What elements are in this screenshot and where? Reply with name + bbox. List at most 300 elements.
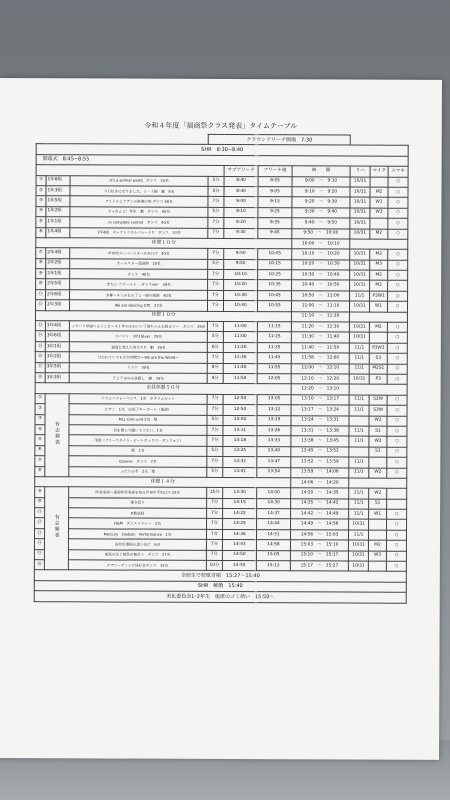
rehearsal-date: 10/31 [348,561,368,571]
mic-info: P3 [369,374,387,384]
rehearsal-date: 10/31 [349,374,369,384]
duration: 7分 [208,301,224,311]
duration: 7分 [207,519,223,529]
event-title: アイドルとラテンの祭典の宴 ダンス 40名 [70,196,208,207]
event-title: ふたりの手 2名 歌 [69,466,207,477]
duration: 7分 [208,290,224,300]
sub-arena-time: 14:29 [223,519,257,530]
header-sub-arena: サブアリーナ [224,166,258,177]
arena-side-time: 11:45 [257,353,291,364]
event-title: 高校生漫画の思い出に 6名 [68,539,206,550]
row-number: ② [36,186,46,196]
duration: 5分 [207,332,223,342]
performance-time: 13:52 ～ 13:59 [291,457,349,468]
sub-arena-time: 13:25 [223,446,257,457]
smartphone-mark: ○ [386,540,406,550]
rehearsal-date: 10/31 [349,322,369,332]
event-title: MLL Girls unit 2名 歌 [69,414,207,425]
arena-side-time: 13:12 [257,405,291,416]
row-number: ⑮ [34,549,44,559]
sub-arena-time: 9:10 [224,207,258,218]
duration: 7分 [208,218,224,228]
mic-info: W2 [369,488,387,498]
event-title: R数語師 [69,508,207,519]
break-time: 10:00 ～ 10:10 [292,239,350,250]
mic-info: M2S1 [369,364,387,374]
smartphone-mark: ○ [387,457,407,467]
smartphone-mark: ○ [388,218,408,228]
mic-info [369,333,387,343]
duration: 15分 [207,488,223,498]
mic-info: M2 [369,322,387,332]
rehearsal-date: 11/1 [349,364,369,374]
duration: 5分 [207,467,223,477]
row-number: ② [35,404,45,414]
arena-side-time: 10:25 [258,270,292,281]
event-title: 全力２-５ワールド -ダンスver- 39名 [70,279,208,290]
smartphone-mark: ○ [387,447,407,457]
arena-side-time: 9:25 [258,207,292,218]
shr-dismiss-row-text: SHR 解散 15:40 [34,580,406,592]
mic-info: M2 [370,249,388,259]
event-title: ドスケ 39名 [69,362,207,373]
group-label [44,487,68,570]
rehearsal-date: 10/31 [350,197,370,207]
performance-time: 10:10 ～ 10:20 [292,249,350,260]
row-number: ⑯ [35,352,45,362]
event-title: 歌 1名 [69,446,207,457]
smartphone-mark: ○ [387,426,407,436]
performance-time: 9:40 ～ 9:50 [292,218,350,229]
performance-time: 14:42 ～ 14:49 [291,509,349,520]
arena-side-time: 13:47 [257,457,291,468]
smartphone-mark: ○ [387,437,407,447]
arena-side-time: 15:05 [256,550,290,561]
duration: 5分 [208,186,224,196]
row-number: ⑩ [35,497,45,507]
smartphone-mark: ○ [387,395,407,405]
performance-time: 10:20 ～ 10:30 [292,259,350,270]
row-number: ⑧ [36,258,46,268]
smartphone-mark: ○ [388,291,408,301]
duration: 7分 [207,436,223,446]
break-time: 14:06 ～ 14:20 [291,478,349,489]
sub-arena-time: 13:11 [223,425,257,436]
duration: 7分 [207,425,223,435]
smartphone-mark: ○ [388,198,408,208]
duration: 7分 [206,540,222,550]
event-title: 分かれていてもわが仲間だ～We are the World～ [69,352,207,363]
arena-side-time: 11:25 [257,332,291,343]
class-name: 3年5組 [45,362,69,372]
smartphone-mark: ○ [387,374,407,384]
class-name: 1年1組 [46,217,70,227]
rehearsal-date: 11/1 [349,499,369,509]
row-number: ⑮ [35,341,45,351]
smartphone-mark: ○ [388,270,408,280]
row-number: ⑰ [35,362,45,372]
duration: 10分 [206,560,222,570]
smartphone-mark: ○ [388,249,408,259]
break-time: 11:10 ～ 11:20 [291,311,349,322]
duration: 7分 [207,498,223,508]
performance-time: 13:45 ～ 13:52 [291,446,349,457]
break-label: 休憩１０分 [35,310,291,322]
sub-arena-time: 10:30 [224,290,258,301]
arena-side-time: 14:44 [257,519,291,530]
rehearsal-date: 11/1 [349,488,369,498]
sub-arena-time: 10:40 [224,301,258,312]
sub-arena-time: 14:22 [223,509,257,520]
performance-time: 14:49 ～ 14:56 [291,519,349,530]
event-title: Mercury Diabolo Performance 1名 [68,529,206,540]
arena-side-time: 15:12 [256,561,290,572]
performance-time: 11:20 ～ 11:30 [291,322,349,333]
rehearsal-date: 11/1 [349,457,369,467]
smartphone-mark: ○ [387,333,407,343]
duration: 7分 [207,529,223,539]
event-title: In complete control ダンス 40名 [70,217,208,228]
rehearsal-date: 11/1 [349,405,369,415]
performance-time: 12:10 ～ 12:20 [291,374,349,385]
mic-info [370,218,388,228]
arena-side-time: 10:55 [258,301,292,312]
performance-time: 14:20 ～ 14:35 [291,488,349,499]
duration: 5分 [207,415,223,425]
row-number: ⑨ [35,487,45,497]
class-name: 3年6組 [45,331,69,341]
performance-time: 15:17 ～ 15:27 [290,561,348,572]
shr-row: SHR 8:30~8:40 [36,144,408,156]
arena-side-time: 14:00 [257,488,291,499]
mic-info [369,457,387,467]
mic-info: S2W [369,395,387,405]
rehearsal-date: 10/31 [350,177,370,187]
mic-info [369,530,387,540]
row-number: ① [35,393,45,403]
arena-side-time: 13:40 [257,446,291,457]
duration: 7分 [207,405,223,415]
smartphone-mark: ○ [388,187,408,197]
rehearsal-date: 11/1 [349,395,369,405]
performance-time: 15:03 ～ 15:10 [290,540,348,551]
smartphone-mark: ○ [387,322,407,332]
row-number: ⑫ [35,518,45,528]
duration: 7分 [206,550,222,560]
sub-arena-time: 14:55 [222,560,256,571]
arena-side-time: 9:35 [258,218,292,229]
duration: 9分 [207,373,223,383]
performance-time: 12:00 ～ 12:10 [291,363,349,374]
performance-time: 9:50 ～ 10:00 [292,228,350,239]
performance-time: 11:40 ～ 11:50 [291,343,349,354]
mic-info: S1 [369,426,387,436]
mic-info: S3W [369,405,387,415]
sub-arena-time: 9:00 [224,197,258,208]
mic-info: W1 [369,509,387,519]
smartphone-mark: ○ [386,551,406,561]
sub-arena-time: 8:40 [224,186,258,197]
arena-side-time: 11:15 [257,322,291,333]
sub-arena-time: 11:00 [223,332,257,343]
smartphone-mark: ○ [387,530,407,540]
closing-song-row-text: 全校生で校歌斉唱 15:27～15:40 [34,570,406,582]
rehearsal-date: 10/31 [350,187,370,197]
duration: 5分 [208,207,224,217]
rehearsal-date: 11/1 [350,291,370,301]
row-number: ⑱ [35,373,45,383]
row-number: ⑦ [35,456,45,466]
mic-info: W1 [370,301,388,311]
event-title: 吹奏楽部～福商吹奏楽部を知る世界が平和に!? 25名 [69,487,207,498]
smartphone-mark: ○ [387,509,407,519]
rehearsal-date: 11/1 [349,436,369,446]
sub-arena-time: 14:36 [223,529,257,540]
smartphone-mark: ○ [387,343,407,353]
mic-info: M2 [370,187,388,197]
performance-time: 13:17 ～ 13:24 [291,405,349,416]
event-title: 争奪～４人の女の子と一緒の旅路 40名 [70,290,208,301]
smartphone-mark: ○ [388,301,408,311]
duration: 5分 [207,446,223,456]
smartphone-mark: ○ [387,416,407,426]
smartphone-mark: ○ [387,405,407,415]
group-label-text: 有志発表 [53,421,61,446]
mic-info: M3 [370,260,388,270]
rehearsal-date: 10/31 [348,551,368,561]
sub-arena-time: 13:00 [223,415,257,426]
event-title: 最高の友と最高の舞台へ ダンス 27名 [68,549,206,560]
row-number: ⑥ [36,227,46,237]
arena-side-time: 10:05 [258,249,292,260]
row-number: ⑬ [34,528,44,538]
header-time: 時 間 [292,166,350,177]
duration: 7分 [208,249,224,259]
mic-info [370,177,388,187]
duration: 7分 [207,508,223,518]
group-label-text: 有志発表 [53,514,60,539]
class-name: 2年4組 [46,248,70,258]
smartphone-mark: ○ [387,520,407,530]
sub-arena-time: 12:50 [223,405,257,416]
row-number: ④ [35,425,45,435]
arena-side-time: 10:15 [258,259,292,270]
row-number: ⑧ [35,466,45,476]
rehearsal-date: 11/1 [349,353,369,363]
arena-side-time: 11:35 [257,342,291,353]
mic-info: W1 [370,197,388,207]
arena-side-time: 9:05 [258,187,292,198]
timetable [34,133,409,603]
mic-info: P3W3 [369,343,387,353]
performance-time: 13:31 ～ 13:38 [291,426,349,437]
class-name: 2年5組 [46,279,70,289]
class-name: 2年3組 [45,300,69,310]
event-title: We are dancing STE 23名 [69,300,207,311]
class-name: 2年2組 [46,258,70,268]
smartphone-mark [387,499,407,509]
event-title: 目を閉じて聴いて下さい。1名 [69,425,207,436]
empty-cell [349,384,407,395]
class-name: 1年4組 [46,227,70,237]
duration: 7分 [207,321,223,331]
performance-time: 13:10 ～ 13:17 [291,395,349,406]
row-number: ⑨ [36,269,46,279]
break-time: 12:20 ～ 13:10 [291,384,349,395]
sub-arena-time: 11:40 [223,363,257,374]
smartphone-mark [387,488,407,498]
duration: 7分 [208,269,224,279]
performance-time: 14:56 ～ 15:03 [291,530,349,541]
duration: 7分 [207,394,223,404]
break-label: 休憩１４分 [35,477,291,489]
sub-arena-time: 13:30 [223,488,257,499]
arena-side-time: 13:05 [257,394,291,405]
rehearsal-date: 10/31 [350,229,370,239]
arena-side-time: 11:55 [257,363,291,374]
arena-side-time: 14:58 [256,540,290,551]
arena-side-time: 14:30 [257,498,291,509]
sub-arena-time: 13:18 [223,436,257,447]
sub-arena-time: 11:30 [223,353,257,364]
performance-time: 9:10 ～ 9:20 [292,187,350,198]
row-number: ① [36,175,46,185]
performance-time: 13:24 ～ 13:31 [291,415,349,426]
mic-info: M2 [368,540,386,550]
smartphone-mark: ○ [387,468,407,478]
sub-arena-time: 12:50 [223,394,257,405]
crown-arena-open: クラウンアリーナ開場 7:30 [208,134,350,145]
sub-arena-time: 11:00 [223,322,257,333]
event-title: チアリーディング同好会ダンス 15名 [68,560,206,571]
performance-time: 15:10 ～ 15:17 [290,550,348,561]
cleanup-row [34,591,406,603]
performance-time: 13:38 ～ 13:45 [291,436,349,447]
arena-side-time: 13:54 [257,467,291,478]
group-label [45,393,69,476]
rehearsal-date: 10/31 [348,540,368,550]
arena-side-time: 14:37 [257,509,291,520]
duration: 7分 [207,353,223,363]
rehearsal-date: 11/1 [349,530,369,540]
event-title: スパマリ 3年1組ver 29名 [69,331,207,342]
duration: 7分 [208,197,224,207]
class-name: 2年1組 [46,269,70,279]
arena-side-time: 14:51 [257,529,291,540]
mic-info: W2 [369,416,387,426]
performance-time: 9:00 ～ 9:10 [292,176,350,187]
performance-time: 9:30 ～ 9:40 [292,208,350,219]
row-number: ③ [36,196,46,206]
arena-side-time: 8:55 [258,176,292,187]
class-name: 3年4組 [45,321,69,331]
row-number: ⑥ [35,445,45,455]
rehearsal-date [349,416,369,426]
event-title: イケバラ学園へようこそ～４１年のかわいい子達ちゃんを救えて～ ダンス 39名 [69,321,207,332]
rehearsal-date: 10/31 [350,218,370,228]
row-number: ④ [36,206,46,216]
event-title: 千と千尋の小林隠し 劇 39名 [69,373,207,384]
performance-time: 14:35 ～ 14:42 [291,498,349,509]
sub-arena-time: 9:20 [224,218,258,229]
document-sheet [0,78,442,760]
smartphone-mark: ○ [388,177,408,187]
mic-info: W3 [368,551,386,561]
class-name: 2年6組 [46,290,70,300]
smartphone-mark: ○ [387,353,407,363]
rehearsal-date: 10/31 [350,249,370,259]
rehearsal-date: 10/31 [350,301,370,311]
header-mic: マイク [370,166,388,176]
smartphone-mark: ○ [386,561,406,571]
event-title: H&M ダンスメドレー 2名 [69,518,207,529]
event-title: 『BD（フリースタイル・ビートボックス・ダンジョン） [69,435,207,446]
duration: 7分 [207,457,223,467]
row-number: ⑤ [35,435,45,445]
mic-info: S1 [369,499,387,509]
row-number: ⑦ [36,248,46,258]
event-title: 世界的スーパースターが来日!? 40名 [70,248,208,259]
rehearsal-date: 11/1 [349,509,369,519]
sub-arena-time: 9:30 [224,228,258,239]
duration: 7分 [208,280,224,290]
sub-arena-time: 8:40 [224,176,258,187]
sub-arena-time: 11:20 [223,342,257,353]
rehearsal-date: 10/31 [350,260,370,270]
sub-arena-time: 14:50 [222,550,256,561]
event-title: ドラムパフォーマンス 1名 ボテラムセット [69,394,207,405]
mic-info [369,520,387,530]
event-title: ピアノ 1名 出尾子キーボード（電源） [69,404,207,415]
empty-cell [349,312,407,323]
row-number: ⑭ [34,539,44,549]
arena-side-time: 10:35 [258,280,292,291]
sub-arena-time: 13:32 [223,457,257,468]
mic-info: P3W1 [370,291,388,301]
mic-info: W2 [369,436,387,446]
rehearsal-date: 11/1 [349,426,369,436]
mic-info [368,561,386,571]
header-smartphone: スマホ [388,166,408,176]
sub-arena-time: 11:50 [223,373,257,384]
header-rehearsal: リハ [350,166,370,176]
row-number: ③ [35,414,45,424]
arena-side-time: 13:33 [257,436,291,447]
class-name: 1年6組 [46,175,70,185]
class-name: 1年2組 [46,206,70,216]
row-number: ⑫ [35,300,45,310]
break-label: 休憩１０分 [36,238,292,250]
arena-side-time: 12:05 [257,374,291,385]
row-number: ⑩ [36,279,46,289]
event-title: 1年4組 エレクトリカルパレード!! ダンス 33名 [70,227,208,238]
event-title: 福商を変えた男たち!! 劇 39名 [69,342,207,353]
smartphone-mark: ○ [388,260,408,270]
performance-time: 13:59 ～ 14:06 [291,467,349,478]
sub-arena-time: 13:41 [223,467,257,478]
header-arena-side: アリーナ袖 [258,166,292,177]
mic-info: M2 [370,229,388,239]
mic-info: M2 [370,281,388,291]
performance-time: 11:58 ～ 12:00 [291,353,349,364]
mic-info: S1 [369,447,387,457]
arena-side-time: 13:19 [257,415,291,426]
rehearsal-date: 11/1 [349,468,369,478]
cleanup-row-text: 美化委員会1･2年生 座席のゴミ拾い 15:50～ [34,591,406,603]
performance-time: 10:50 ～ 11:00 [292,291,350,302]
smartphone-mark: ○ [387,364,407,374]
rehearsal-date: 10/31 [349,519,369,529]
